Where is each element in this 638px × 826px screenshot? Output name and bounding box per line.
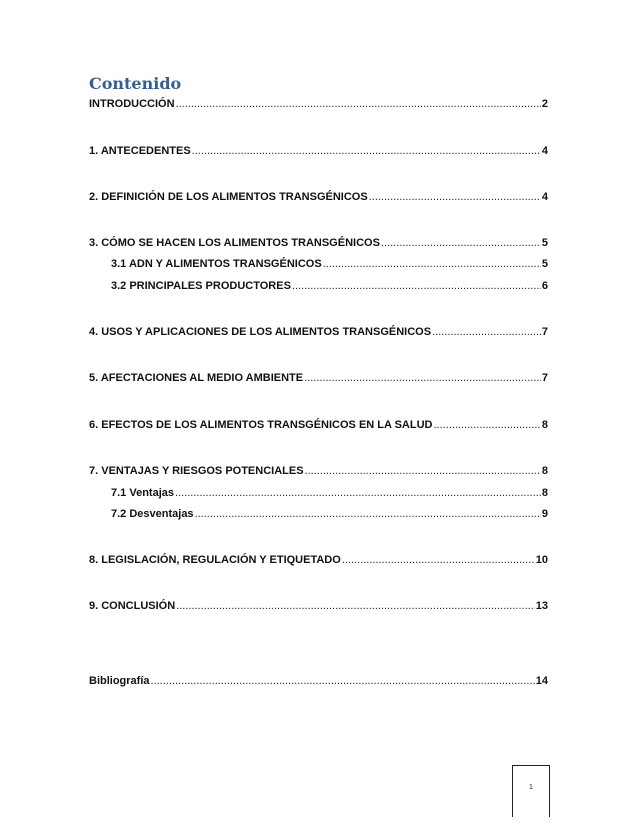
dot-leader bbox=[151, 674, 535, 688]
toc-entry-label: 5. AFECTACIONES AL MEDIO AMBIENTE bbox=[89, 372, 304, 384]
toc-entry-page: 4 bbox=[541, 145, 548, 157]
toc-entry-ventajas[interactable] bbox=[111, 486, 548, 500]
toc-entry-salud[interactable] bbox=[89, 418, 548, 432]
toc-entry-definicion[interactable] bbox=[89, 190, 548, 204]
toc-entry-antecedentes[interactable] bbox=[89, 144, 548, 158]
dot-leader bbox=[433, 418, 540, 432]
dot-leader bbox=[195, 507, 541, 521]
dot-leader bbox=[192, 144, 541, 158]
toc-entry-page: 6 bbox=[541, 280, 548, 292]
toc-entry-page: 13 bbox=[535, 600, 548, 612]
toc-entry-label: Bibliografía bbox=[89, 675, 150, 687]
toc-entry-page: 8 bbox=[541, 419, 548, 431]
toc-entry-label: 7.2 Desventajas bbox=[111, 508, 194, 520]
toc-entry-desventajas[interactable] bbox=[111, 507, 548, 521]
dot-leader bbox=[292, 279, 541, 293]
toc-entry-label: 7. VENTAJAS Y RIESGOS POTENCIALES bbox=[89, 465, 304, 477]
toc-entry-label: 1. ANTECEDENTES bbox=[89, 145, 191, 157]
toc-entry-label: 6. EFECTOS DE LOS ALIMENTOS TRANSGÉNICOS EN LA SALUD bbox=[89, 419, 433, 431]
toc-entry-page: 8 bbox=[541, 487, 548, 499]
toc-entry-label: 7.1 Ventajas bbox=[111, 487, 174, 499]
dot-leader bbox=[304, 371, 541, 385]
dot-leader bbox=[176, 599, 535, 613]
dot-leader bbox=[369, 190, 541, 204]
toc-entry-label: 2. DEFINICIÓN DE LOS ALIMENTOS TRANSGÉNICOS bbox=[89, 191, 368, 203]
toc-entry-page: 14 bbox=[535, 675, 548, 687]
toc-entry-label: 8. LEGISLACIÓN, REGULACIÓN Y ETIQUETADO bbox=[89, 554, 341, 566]
toc-entry-label: 3.2 PRINCIPALES PRODUCTORES bbox=[111, 280, 291, 292]
toc-entry-ventajas-riesgos[interactable] bbox=[89, 464, 548, 478]
toc-title: Contenido bbox=[89, 74, 182, 93]
toc-entry-introduccion[interactable] bbox=[89, 97, 548, 111]
dot-leader bbox=[381, 236, 541, 250]
dot-leader bbox=[342, 553, 535, 567]
dot-leader bbox=[323, 257, 541, 271]
toc-entry-page: 2 bbox=[541, 98, 548, 110]
toc-entry-productores[interactable] bbox=[111, 279, 548, 293]
dot-leader bbox=[305, 464, 541, 478]
page-number: 1 bbox=[529, 784, 533, 791]
dot-leader bbox=[176, 97, 541, 111]
page-number-box bbox=[512, 765, 550, 817]
toc-entry-label: 4. USOS Y APLICACIONES DE LOS ALIMENTOS TRANSGÉNICOS bbox=[89, 326, 432, 338]
toc-entry-label: INTRODUCCIÓN bbox=[89, 98, 175, 110]
toc-entry-page: 7 bbox=[541, 372, 548, 384]
dot-leader bbox=[432, 325, 541, 339]
toc-entry-usos[interactable] bbox=[89, 325, 548, 339]
toc-entry-conclusion[interactable] bbox=[89, 599, 548, 613]
toc-entry-como-se-hacen[interactable] bbox=[89, 236, 548, 250]
toc-entry-page: 5 bbox=[541, 237, 548, 249]
toc-entry-page: 7 bbox=[541, 326, 548, 338]
toc-entry-bibliografia[interactable] bbox=[89, 674, 548, 688]
dot-leader bbox=[175, 486, 541, 500]
toc-entry-label: 9. CONCLUSIÓN bbox=[89, 600, 176, 612]
toc-entry-medio-ambiente[interactable] bbox=[89, 371, 548, 385]
toc-entry-adn[interactable] bbox=[111, 257, 548, 271]
toc-entry-legislacion[interactable] bbox=[89, 553, 548, 567]
toc-entry-label: 3.1 ADN Y ALIMENTOS TRANSGÉNICOS bbox=[111, 258, 322, 270]
toc-entry-page: 5 bbox=[541, 258, 548, 270]
toc-entry-page: 4 bbox=[541, 191, 548, 203]
toc-entry-page: 10 bbox=[535, 554, 548, 566]
toc-entry-page: 9 bbox=[541, 508, 548, 520]
toc-entry-label: 3. CÓMO SE HACEN LOS ALIMENTOS TRANSGÉNICOS bbox=[89, 237, 380, 249]
toc-entry-page: 8 bbox=[541, 465, 548, 477]
